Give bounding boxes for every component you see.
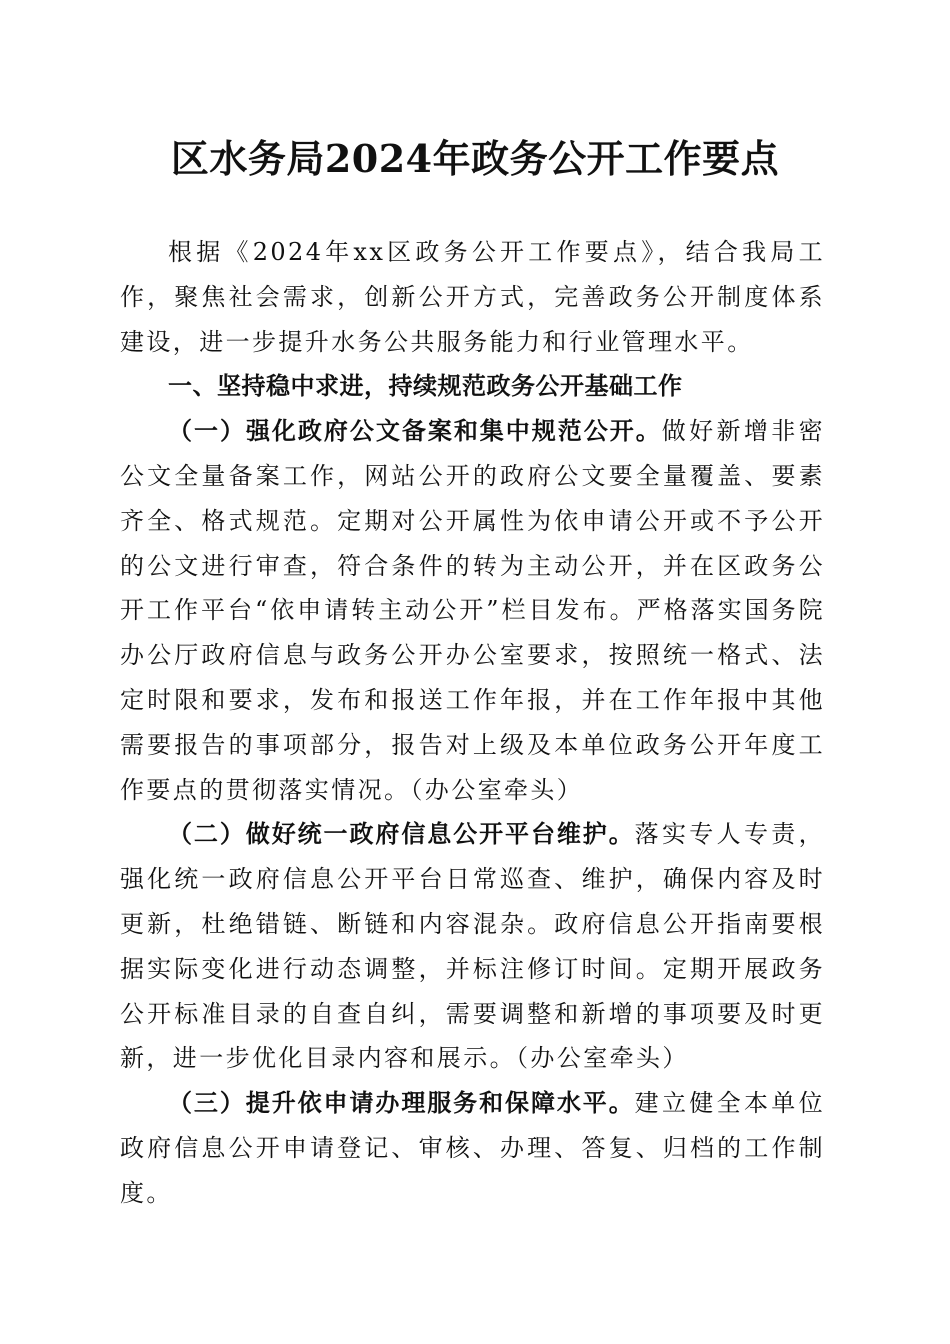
item-paragraph-2	[120, 812, 825, 1081]
item-lead-1: （一）强化政府公文备案和集中规范公开。	[168, 417, 662, 446]
intro-paragraph: 根据《2024年xx区政务公开工作要点》，结合我局工作，聚焦社会需求，创新公开方式，完善政务公开制度体系建设，进一步提升水务公共服务能力和行业管理水平。	[120, 238, 825, 356]
item-text-2: 落实专人专责，强化统一政府信息公开平台日常巡查、维护，确保内容及时更新，杜绝错链、断链和内容混杂。政府信息公开指南要根据实际变化进行动态调整，并标注修订时间。定期开展政务公开标准目录的自查自纠，需要调整和新增的事项要及时更新，进一步优化目录内容和展示。（办公室牵头）	[120, 820, 825, 1073]
item-paragraph-1	[120, 409, 825, 812]
item-paragraph-3	[120, 1081, 825, 1215]
item-lead-3: （三）提升依申请办理服务和保障水平。	[168, 1089, 635, 1118]
document-title: 区水务局2024年政务公开工作要点	[170, 136, 780, 181]
item-lead-2: （二）做好统一政府信息公开平台维护。	[168, 820, 635, 849]
section-heading: 一、坚持稳中求进，持续规范政务公开基础工作	[168, 372, 683, 401]
item-text-1: 做好新增非密公文全量备案工作，网站公开的政府公文要全量覆盖、要素齐全、格式规范。定期对公开属性为依申请公开或不予公开的公文进行审查，符合条件的转为主动公开，并在区政务公开工作平台“依申请转主动公开”栏目发布。严格落实国务院办公厅政府信息与政务公开办公室要求，按照统一格式、法定时限和要求，发布和报送工作年报，并在工作年报中其他需要报告的事项部分，报告对上级及本单位政务公开年度工作要点的贯彻落实情况。（办公室牵头）	[120, 417, 826, 804]
document-body	[120, 230, 825, 1216]
item-text-3: 建立健全本单位政府信息公开申请登记、审核、办理、答复、归档的工作制度。	[120, 1089, 825, 1207]
